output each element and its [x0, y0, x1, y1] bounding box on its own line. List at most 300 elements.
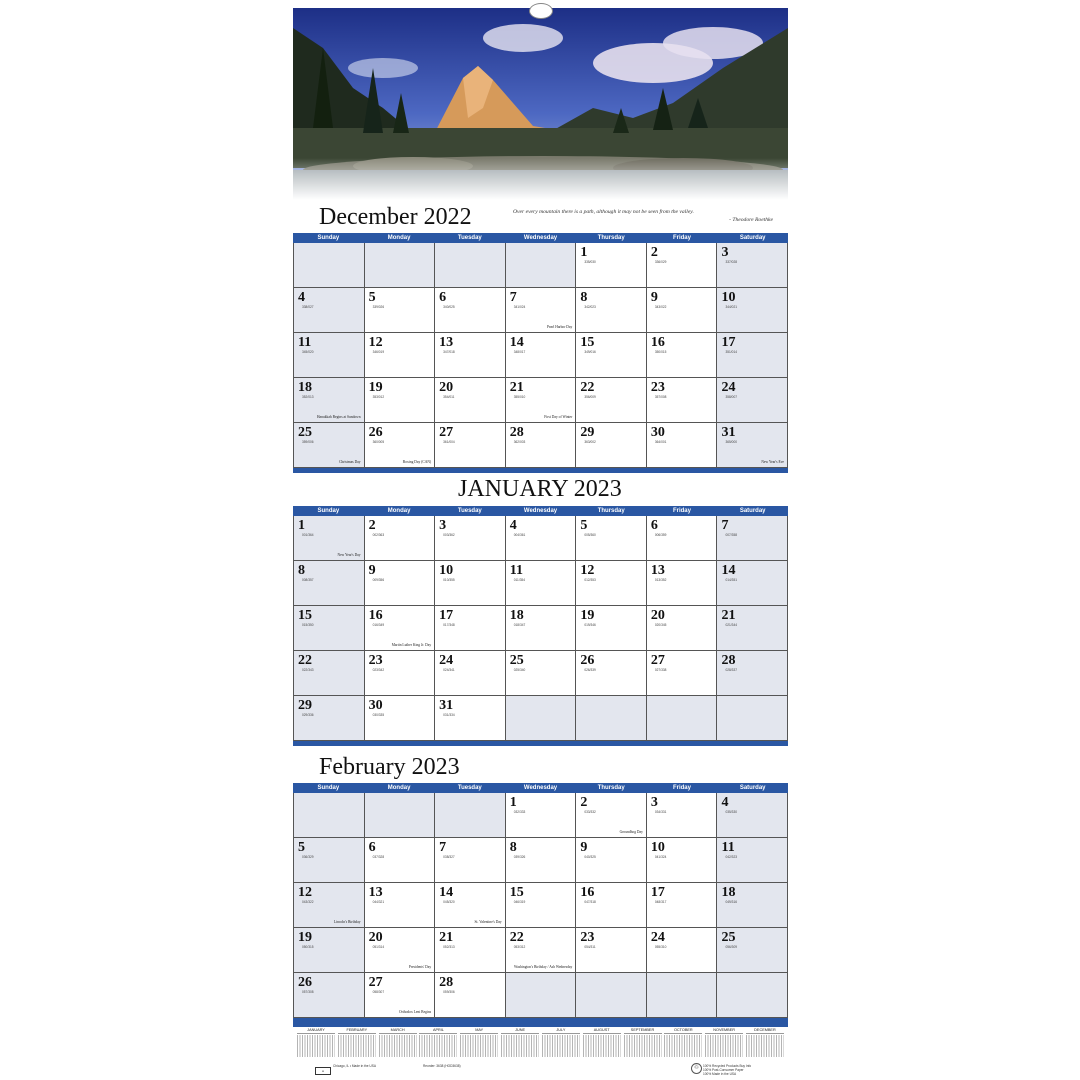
julian-date: 027/338	[654, 668, 667, 672]
day-cell	[647, 333, 718, 377]
mini-month	[297, 1028, 335, 1060]
day-number: 11	[721, 840, 735, 855]
day-cell	[647, 928, 718, 972]
day-cell	[435, 883, 506, 927]
week-row	[294, 378, 788, 423]
day-number: 25	[721, 930, 736, 945]
day-number: 26	[298, 975, 312, 990]
weekday-label: Monday	[387, 235, 411, 241]
day-cell	[435, 696, 506, 740]
day-cell	[717, 883, 788, 927]
mini-month-dates	[501, 1035, 539, 1057]
holiday-label: St. Valentine's Day	[474, 919, 502, 924]
weekday-label: Thursday	[597, 508, 625, 514]
day-cell	[717, 696, 788, 740]
julian-date: 342/023	[584, 305, 596, 309]
wall-calendar	[293, 0, 788, 1080]
day-number: 15	[509, 885, 524, 900]
julian-date: 041/324	[654, 855, 667, 859]
day-number: 1	[509, 795, 517, 810]
julian-date: 356/009	[584, 395, 596, 399]
julian-date: 056/309	[725, 945, 737, 949]
holiday-label: Hanukkah Begins at Sundown	[316, 414, 361, 419]
hanging-hole	[529, 3, 553, 19]
day-number: 11	[298, 335, 312, 350]
day-cell	[294, 606, 365, 650]
julian-date: 028/337	[725, 668, 737, 672]
month-title-january: JANUARY 2023	[458, 476, 622, 502]
julian-date: 021/344	[725, 623, 737, 627]
date-grid	[293, 793, 788, 1018]
day-number: 22	[580, 380, 595, 395]
julian-date: 040/325	[584, 855, 596, 859]
day-cell	[576, 561, 647, 605]
julian-date: 049/316	[725, 900, 737, 904]
day-number: 3	[650, 795, 658, 810]
week-row	[294, 838, 788, 883]
day-number: 27	[439, 425, 454, 440]
week-row	[294, 561, 788, 606]
day-number: 24	[721, 380, 736, 395]
julian-date: 054/311	[584, 945, 596, 949]
day-number: 8	[580, 290, 588, 305]
day-number: 18	[298, 380, 312, 395]
day-number: 17	[721, 335, 736, 350]
day-number: 9	[650, 290, 658, 305]
day-cell	[365, 243, 436, 287]
julian-date: 343/022	[654, 305, 667, 309]
day-number: 7	[721, 518, 729, 533]
day-cell	[435, 793, 506, 837]
day-number: 30	[650, 425, 665, 440]
month-bottom-bar	[293, 468, 788, 473]
week-row	[294, 696, 788, 741]
julian-date: 038/327	[443, 855, 455, 859]
day-number: 13	[368, 885, 383, 900]
day-cell	[365, 288, 436, 332]
julian-date: 344/021	[725, 305, 737, 309]
day-cell	[647, 243, 718, 287]
mini-month-dates	[664, 1035, 702, 1057]
day-cell	[365, 651, 436, 695]
week-row	[294, 516, 788, 561]
day-cell	[506, 516, 577, 560]
day-number: 6	[368, 840, 376, 855]
day-cell	[294, 838, 365, 882]
month-bottom-bar	[293, 741, 788, 746]
day-cell	[576, 378, 647, 422]
day-number: 19	[580, 608, 595, 623]
julian-date: 006/359	[654, 533, 667, 537]
day-number: 20	[439, 380, 454, 395]
day-number: 16	[650, 335, 665, 350]
julian-date: 019/346	[584, 623, 596, 627]
day-number: 24	[650, 930, 665, 945]
day-cell	[506, 378, 577, 422]
day-number: 6	[439, 290, 447, 305]
mini-month-name: JULY	[556, 1028, 566, 1032]
footer	[293, 1061, 788, 1079]
holiday-label: Orthodox Lent Begins	[399, 1009, 432, 1014]
mini-month-name: DECEMBER	[754, 1028, 776, 1032]
day-number: 5	[298, 840, 305, 855]
day-number: 29	[298, 698, 312, 713]
day-cell	[576, 243, 647, 287]
day-number: 27	[368, 975, 383, 990]
footer-right	[703, 1064, 751, 1076]
date-grid	[293, 243, 788, 468]
julian-date: 339/026	[372, 305, 385, 309]
quote-text: Over every mountain there is a path, although it may not be seen from the valley.	[513, 209, 694, 215]
julian-date: 358/007	[725, 395, 737, 399]
day-number: 11	[509, 563, 523, 578]
day-number: 13	[439, 335, 454, 350]
mini-month-name: MAY	[475, 1028, 484, 1032]
julian-date: 042/323	[725, 855, 737, 859]
day-number: 12	[298, 885, 312, 900]
weekday-label: Monday	[387, 785, 411, 791]
day-cell	[647, 696, 718, 740]
month-grid-january	[293, 506, 788, 746]
week-row	[294, 651, 788, 696]
weekday-label: Saturday	[739, 785, 766, 791]
mini-month	[542, 1028, 580, 1060]
day-cell	[365, 883, 436, 927]
day-number: 10	[721, 290, 736, 305]
day-cell	[435, 838, 506, 882]
day-number: 4	[721, 795, 729, 810]
julian-date: 360/005	[372, 440, 385, 444]
day-cell	[506, 651, 577, 695]
day-number: 5	[368, 290, 376, 305]
weekday-label: Wednesday	[523, 785, 558, 791]
weekday-label: Tuesday	[457, 508, 482, 514]
day-number: 25	[509, 653, 524, 668]
week-row	[294, 883, 788, 928]
julian-date: 022/343	[302, 668, 314, 672]
day-number: 2	[368, 518, 376, 533]
julian-date: 002/363	[372, 533, 385, 537]
weekday-label: Sunday	[317, 235, 340, 241]
day-cell	[435, 651, 506, 695]
julian-date: 362/003	[513, 440, 526, 444]
day-number: 1	[298, 518, 305, 533]
julian-date: 043/322	[302, 900, 314, 904]
day-cell	[647, 883, 718, 927]
day-cell	[506, 333, 577, 377]
julian-date: 349/016	[584, 350, 596, 354]
day-number: 17	[439, 608, 454, 623]
julian-date: 026/339	[584, 668, 596, 672]
day-cell	[506, 423, 577, 467]
weekday-label: Friday	[672, 508, 691, 514]
weekday-header	[293, 233, 788, 243]
julian-date: 025/340	[513, 668, 526, 672]
weekday-label: Friday	[672, 235, 691, 241]
day-number: 19	[298, 930, 312, 945]
day-cell	[365, 838, 436, 882]
week-row	[294, 606, 788, 651]
mini-month-name: JANUARY	[307, 1028, 325, 1032]
julian-date: 359/006	[302, 440, 314, 444]
day-cell	[717, 606, 788, 650]
mini-month	[338, 1028, 376, 1060]
footer-right-3: 100% Made in the USA	[703, 1072, 737, 1076]
julian-date: 012/353	[584, 578, 596, 582]
day-cell	[294, 696, 365, 740]
day-cell	[647, 561, 718, 605]
day-number: 8	[509, 840, 517, 855]
day-cell	[435, 333, 506, 377]
julian-date: 008/357	[302, 578, 314, 582]
day-cell	[506, 243, 577, 287]
mini-month-dates	[419, 1035, 457, 1057]
brand-logo: ▪▪	[315, 1067, 331, 1075]
day-cell	[435, 561, 506, 605]
day-cell	[365, 606, 436, 650]
mini-month-name: MARCH	[390, 1028, 405, 1032]
day-cell	[647, 838, 718, 882]
day-number: 8	[298, 563, 305, 578]
day-cell	[506, 793, 577, 837]
weekday-label: Sunday	[317, 508, 340, 514]
weekday-label: Monday	[387, 508, 411, 514]
day-cell	[647, 288, 718, 332]
day-number: 31	[439, 698, 454, 713]
day-cell	[647, 651, 718, 695]
julian-date: 007/358	[725, 533, 737, 537]
mini-month-dates	[379, 1035, 417, 1057]
holiday-label: Christmas Day	[339, 459, 361, 464]
day-cell	[647, 606, 718, 650]
day-cell	[717, 928, 788, 972]
day-number: 6	[650, 518, 658, 533]
julian-date: 023/342	[372, 668, 385, 672]
day-number: 1	[580, 245, 588, 260]
day-cell	[647, 516, 718, 560]
day-number: 30	[368, 698, 383, 713]
weekday-header	[293, 783, 788, 793]
day-number: 4	[509, 518, 517, 533]
julian-date: 336/029	[654, 260, 667, 264]
weekday-label: Saturday	[739, 235, 766, 241]
day-number: 23	[650, 380, 665, 395]
day-number: 28	[509, 425, 524, 440]
julian-date: 340/025	[443, 305, 455, 309]
weekday-label: Sunday	[317, 785, 340, 791]
julian-date: 365/000	[725, 440, 737, 444]
mini-month-dates	[583, 1035, 621, 1057]
weekday-label: Thursday	[597, 235, 625, 241]
mini-month-dates	[297, 1035, 335, 1057]
holiday-label: Martin Luther King Jr. Day	[391, 642, 432, 647]
day-cell	[717, 378, 788, 422]
day-cell	[576, 696, 647, 740]
day-cell	[647, 973, 718, 1017]
day-cell	[294, 288, 365, 332]
day-number: 12	[580, 563, 595, 578]
day-cell	[717, 561, 788, 605]
day-cell	[294, 516, 365, 560]
julian-date: 338/027	[302, 305, 314, 309]
day-cell	[576, 516, 647, 560]
day-number: 31	[721, 425, 736, 440]
julian-date: 047/318	[584, 900, 596, 904]
julian-date: 361/004	[443, 440, 455, 444]
mini-month-dates	[746, 1035, 784, 1057]
julian-date: 036/329	[302, 855, 314, 859]
day-cell	[576, 651, 647, 695]
day-number: 20	[650, 608, 665, 623]
holiday-label: Presidents' Day	[408, 964, 432, 969]
julian-date: 058/307	[372, 990, 385, 994]
julian-date: 033/332	[584, 810, 596, 814]
julian-date: 337/028	[725, 260, 737, 264]
weekday-label: Saturday	[739, 508, 766, 514]
julian-date: 050/315	[302, 945, 314, 949]
week-row	[294, 243, 788, 288]
mini-month-name: JUNE	[515, 1028, 526, 1032]
day-number: 13	[650, 563, 665, 578]
day-cell	[435, 423, 506, 467]
day-cell	[435, 378, 506, 422]
day-number: 14	[439, 885, 454, 900]
mini-month-dates	[460, 1035, 498, 1057]
mini-month	[624, 1028, 662, 1060]
day-cell	[294, 928, 365, 972]
day-cell	[506, 696, 577, 740]
day-number: 15	[580, 335, 595, 350]
day-cell	[294, 378, 365, 422]
day-cell	[647, 423, 718, 467]
julian-date: 024/341	[443, 668, 455, 672]
weekday-label: Friday	[672, 785, 691, 791]
holiday-label: Groundhog Day	[619, 829, 643, 834]
day-number: 9	[580, 840, 588, 855]
julian-date: 350/015	[654, 350, 667, 354]
day-cell	[506, 288, 577, 332]
holiday-label: Washington's Birthday / Ash Wednesday	[514, 964, 573, 969]
julian-date: 052/313	[443, 945, 455, 949]
year-strip	[297, 1028, 784, 1060]
day-number: 28	[439, 975, 454, 990]
day-number: 16	[580, 885, 595, 900]
day-cell	[717, 288, 788, 332]
week-row	[294, 423, 788, 468]
mini-month	[419, 1028, 457, 1060]
mini-month-dates	[624, 1035, 662, 1057]
day-cell	[717, 838, 788, 882]
recycle-icon: ♲	[691, 1063, 702, 1074]
julian-date: 011/354	[513, 578, 526, 582]
footer-reorder: Reorder: 3638 (HOD3638)	[423, 1064, 461, 1068]
julian-date: 055/310	[654, 945, 667, 949]
mini-month-dates	[705, 1035, 743, 1057]
weekday-label: Tuesday	[457, 235, 482, 241]
day-number: 10	[650, 840, 665, 855]
month-grid-december	[293, 233, 788, 473]
week-row	[294, 333, 788, 378]
mini-month-name: SEPTEMBER	[630, 1028, 655, 1032]
day-cell	[647, 378, 718, 422]
day-number: 20	[368, 930, 383, 945]
julian-date: 017/348	[443, 623, 455, 627]
week-row	[294, 793, 788, 838]
day-cell	[365, 561, 436, 605]
day-number: 2	[650, 245, 658, 260]
day-cell	[576, 973, 647, 1017]
holiday-label: Lincoln's Birthday	[333, 919, 361, 924]
day-cell	[435, 928, 506, 972]
julian-date: 357/008	[654, 395, 667, 399]
mini-month	[501, 1028, 539, 1060]
day-cell	[294, 423, 365, 467]
day-cell	[506, 883, 577, 927]
day-cell	[506, 838, 577, 882]
day-cell	[435, 243, 506, 287]
day-cell	[717, 333, 788, 377]
julian-date: 020/345	[654, 623, 667, 627]
julian-date: 364/001	[654, 440, 667, 444]
weekday-header	[293, 506, 788, 516]
mini-month-dates	[542, 1035, 580, 1057]
julian-date: 037/328	[372, 855, 385, 859]
mini-month	[583, 1028, 621, 1060]
day-cell	[435, 516, 506, 560]
julian-date: 016/349	[372, 623, 385, 627]
day-number: 23	[580, 930, 595, 945]
day-cell	[294, 561, 365, 605]
julian-date: 031/334	[443, 713, 455, 717]
holiday-label: Pearl Harbor Day	[546, 324, 573, 329]
day-cell	[294, 333, 365, 377]
julian-date: 015/350	[302, 623, 314, 627]
day-cell	[294, 793, 365, 837]
landscape-photo	[293, 8, 788, 200]
julian-date: 335/030	[584, 260, 596, 264]
julian-date: 018/347	[513, 623, 526, 627]
day-number: 22	[298, 653, 312, 668]
day-number: 5	[580, 518, 588, 533]
holiday-label: New Year's Day	[337, 552, 361, 557]
julian-date: 009/356	[372, 578, 385, 582]
day-cell	[576, 423, 647, 467]
day-cell	[294, 883, 365, 927]
mini-month-name: OCTOBER	[673, 1028, 693, 1032]
day-number: 23	[368, 653, 383, 668]
julian-date: 046/319	[513, 900, 526, 904]
holiday-label: Boxing Day (CAN)	[402, 459, 432, 464]
day-number: 25	[298, 425, 312, 440]
day-cell	[717, 793, 788, 837]
day-number: 10	[439, 563, 454, 578]
julian-date: 363/002	[584, 440, 596, 444]
day-cell	[717, 651, 788, 695]
mini-month-name: NOVEMBER	[713, 1028, 735, 1032]
weekday-label: Tuesday	[457, 785, 482, 791]
julian-date: 057/308	[302, 990, 314, 994]
day-cell	[506, 928, 577, 972]
day-number: 9	[368, 563, 376, 578]
julian-date: 048/317	[654, 900, 667, 904]
week-row	[294, 928, 788, 973]
day-cell	[365, 516, 436, 560]
day-cell	[365, 378, 436, 422]
day-number: 3	[721, 245, 729, 260]
mini-month	[746, 1028, 784, 1060]
julian-date: 044/321	[372, 900, 385, 904]
day-cell	[647, 793, 718, 837]
